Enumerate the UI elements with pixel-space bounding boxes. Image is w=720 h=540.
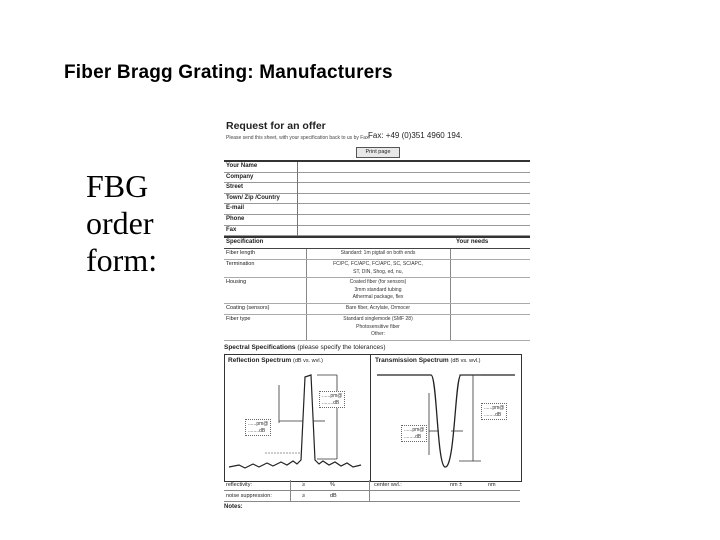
spec-value-line: 3mm standard tubing	[354, 286, 402, 293]
spec-box-line: ......pm@	[404, 427, 425, 433]
side-label-line: form:	[86, 242, 158, 278]
spec-box-line: ......pm@	[322, 393, 343, 399]
spec-value-line: Photosensitive fiber	[356, 323, 400, 330]
specification-section	[224, 236, 530, 341]
noise-suppression-row[interactable]	[224, 491, 520, 502]
spec-value-line: FC/PC, FC/APC, FC/APC, SC, SC/APC,	[333, 261, 423, 267]
contact-row[interactable]	[224, 173, 530, 184]
transmission-title	[375, 357, 480, 364]
spectral-box	[224, 354, 522, 482]
spec-label: Fiber type	[226, 316, 251, 322]
order-form	[222, 118, 530, 514]
contact-row[interactable]	[224, 215, 530, 226]
spec-row-housing[interactable]	[224, 278, 530, 304]
row-operator: nm ±	[450, 482, 463, 488]
spec-value-line: ST, DIN, Shog, ed, nu,	[353, 268, 403, 275]
row-operator: ≥	[302, 493, 306, 499]
contact-row[interactable]	[224, 183, 530, 194]
spec-value-line: Standard singlemode (SMF 28)	[343, 316, 413, 322]
contact-label: Town/ Zip /Country	[226, 194, 280, 201]
reflection-spec-box-top[interactable]	[319, 391, 345, 408]
contact-label: Fax	[226, 226, 237, 233]
reflection-title-text: Reflection Spectrum	[228, 357, 292, 364]
slide-title: Fiber Bragg Grating: Manufacturers	[64, 62, 393, 83]
side-label	[86, 168, 157, 279]
needs-header-label: Your needs	[456, 239, 489, 245]
spec-row-termination[interactable]	[224, 260, 530, 278]
print-button[interactable]: Print page	[356, 147, 400, 158]
spec-header	[224, 236, 530, 249]
row-label: noise suppression:	[226, 493, 272, 499]
side-label-line: order	[86, 205, 154, 241]
reflection-title	[228, 357, 323, 364]
spec-value-line: Standard: 1m pigtail on both ends	[340, 250, 416, 256]
contact-label: Street	[226, 184, 244, 191]
spec-box-line: ........dB	[484, 411, 502, 418]
spec-header-label: Specification	[226, 239, 264, 245]
row-operator: ≥	[302, 482, 306, 488]
spec-value	[308, 305, 448, 313]
spec-row-fiber-length[interactable]	[224, 249, 530, 260]
transmission-curve	[377, 375, 515, 467]
contact-section	[224, 160, 530, 236]
spec-row-coating[interactable]	[224, 304, 530, 315]
spec-value-line: Athermal package, flex	[352, 294, 404, 300]
contact-row[interactable]	[224, 162, 530, 173]
bottom-specs	[224, 480, 520, 502]
spec-label: Coating (sensors)	[226, 305, 270, 311]
spectral-title-text: Spectral Specifications	[224, 344, 296, 351]
spec-box-line: ........dB	[322, 399, 340, 406]
transmission-spectrum-chart	[371, 365, 521, 479]
spec-box-line: ........dB	[404, 433, 422, 440]
spec-value	[308, 279, 448, 302]
contact-label: Company	[226, 173, 254, 180]
reflection-unit: (dB vs. wvl.)	[293, 358, 323, 364]
spec-row-fiber-type[interactable]	[224, 315, 530, 341]
contact-label: E-mail	[226, 205, 245, 212]
contact-label: Your Name	[226, 163, 258, 169]
spec-box-line: ......pm@	[484, 405, 505, 411]
spec-label: Termination	[226, 261, 255, 267]
notes-label: Notes:	[224, 504, 243, 510]
reflection-spec-box-bottom[interactable]	[245, 419, 271, 436]
spectral-title-note: (please specify the tolerances)	[297, 344, 386, 351]
row-unit: %	[330, 482, 335, 488]
spec-label: Fiber length	[226, 250, 256, 256]
spec-value	[308, 316, 448, 339]
spec-value-line: Other:	[371, 331, 385, 337]
form-fax: Fax: +49 (0)351 4960 194.	[368, 131, 463, 140]
contact-row[interactable]	[224, 194, 530, 205]
form-subtitle: Please send this sheet, with your specification back to us by Fax:	[226, 135, 370, 141]
form-title: Request for an offer	[226, 120, 326, 132]
spec-box-line: ......pm@	[248, 421, 269, 427]
spec-value-line: Bare fiber, Acrylate, Ormocer	[345, 305, 411, 311]
spec-value-line: Coated fiber (for sensors)	[349, 279, 407, 285]
spec-box-line: ........dB	[248, 427, 266, 434]
contact-row[interactable]	[224, 204, 530, 215]
contact-row[interactable]	[224, 226, 530, 237]
row-unit: dB	[330, 493, 337, 499]
transmission-spec-box-top[interactable]	[481, 403, 507, 420]
spec-value	[308, 261, 448, 276]
reflectivity-row[interactable]	[224, 480, 520, 491]
contact-label: Phone	[226, 215, 245, 222]
transmission-title-text: Transmission Spectrum	[375, 357, 449, 364]
spec-value	[308, 250, 448, 258]
row-label: reflectivity:	[226, 482, 252, 488]
row-label: center wvl.:	[374, 482, 402, 488]
transmission-unit: (dB vs. wvl.)	[450, 358, 481, 364]
row-unit: nm	[488, 482, 496, 488]
spectral-title	[224, 344, 386, 351]
transmission-spec-box-bottom[interactable]	[401, 425, 427, 442]
side-label-line: FBG	[86, 168, 149, 204]
spec-label: Housing	[226, 279, 247, 285]
